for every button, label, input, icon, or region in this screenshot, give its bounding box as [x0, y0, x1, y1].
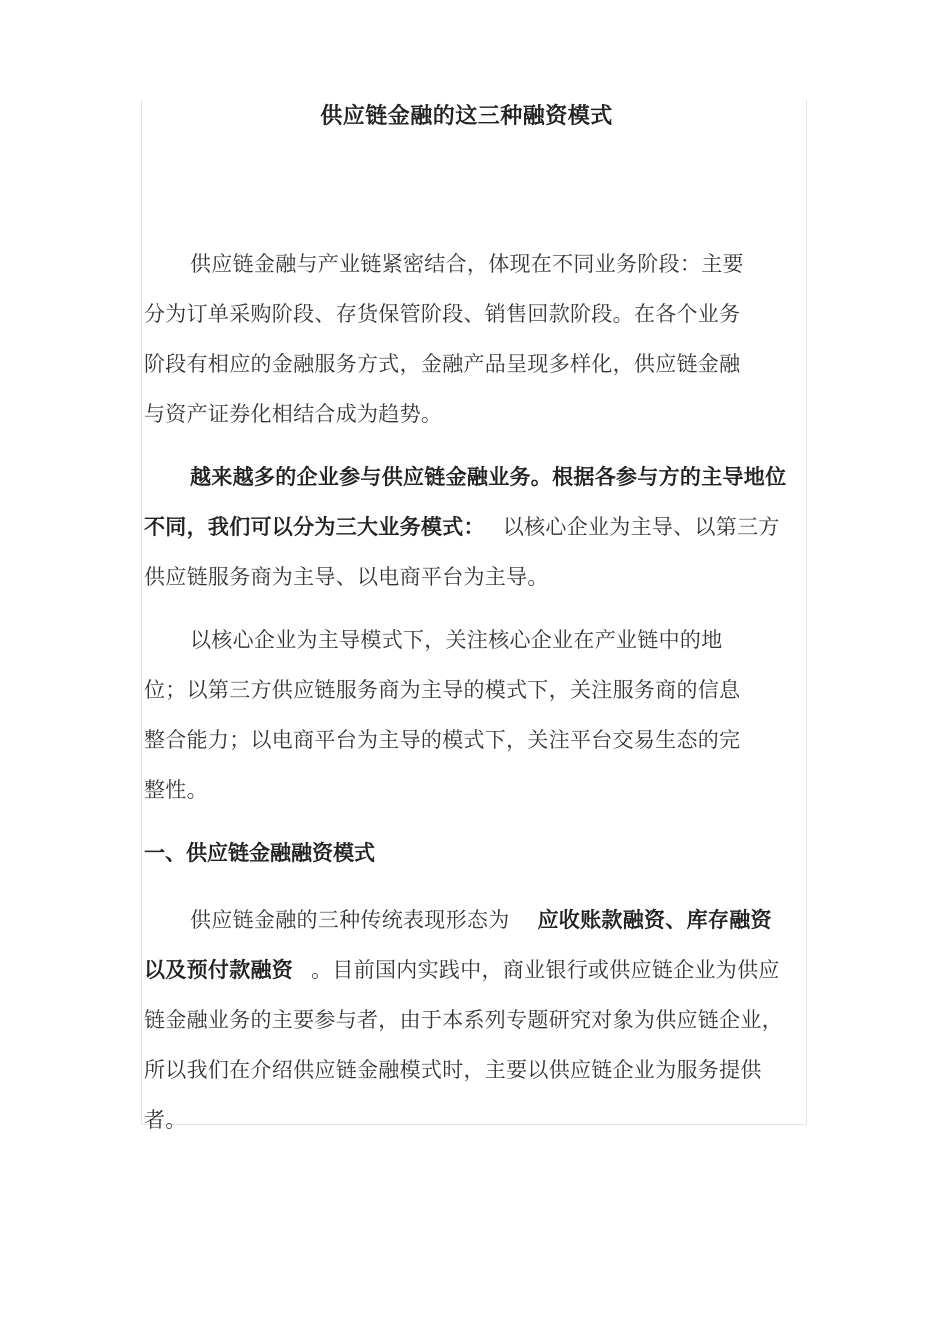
paragraph-traditional-forms-rest: 。目前国内实践中，商业银行或供应链企业为供应链金融业务的主要参与者，由于本系列专题研究对象为供应链企业，所以我们在介绍供应链金融模式时，主要以供应链企业为服务提供者。 [144, 958, 783, 1133]
paragraph-business-models-text: 以核心企业为主导、以第三方供应链服务商为主导、以电商平台为主导。 [144, 515, 780, 589]
paragraph-intro: 供应链金融与产业链紧密结合，体现在不同业务阶段：主要分为订单采购阶段、存货保管阶段、销售回款阶段。在各个业务阶段有相应的金融服务方式，金融产品呈现多样化，供应链金融与资产证券化相结合成为趋势。 [144, 252, 744, 426]
paragraph-business-models [144, 452, 789, 602]
paragraph-traditional-forms [144, 895, 789, 1145]
section-heading-financing-models: 一、供应链金融融资模式 [144, 841, 375, 865]
document-content [144, 100, 789, 1145]
paragraph-model-focus: 以核心企业为主导模式下，关注核心企业在产业链中的地位；以第三方供应链服务商为主导的模式下，关注服务商的信息整合能力；以电商平台为主导的模式下，关注平台交易生态的完整性。 [144, 628, 741, 802]
paragraph-traditional-forms-start: 供应链金融的三种传统表现形态为 [190, 908, 510, 933]
paragraph-traditional-forms-bold: 应收账款融资、库存融资以及预付款融资 [144, 908, 772, 983]
document-title: 供应链金融的这三种融资模式 [320, 104, 613, 129]
paragraph-business-models-bold: 越来越多的企业参与供应链金融业务。根据各参与方的主导地位不同，我们可以分为三大业务模式： [144, 465, 787, 539]
